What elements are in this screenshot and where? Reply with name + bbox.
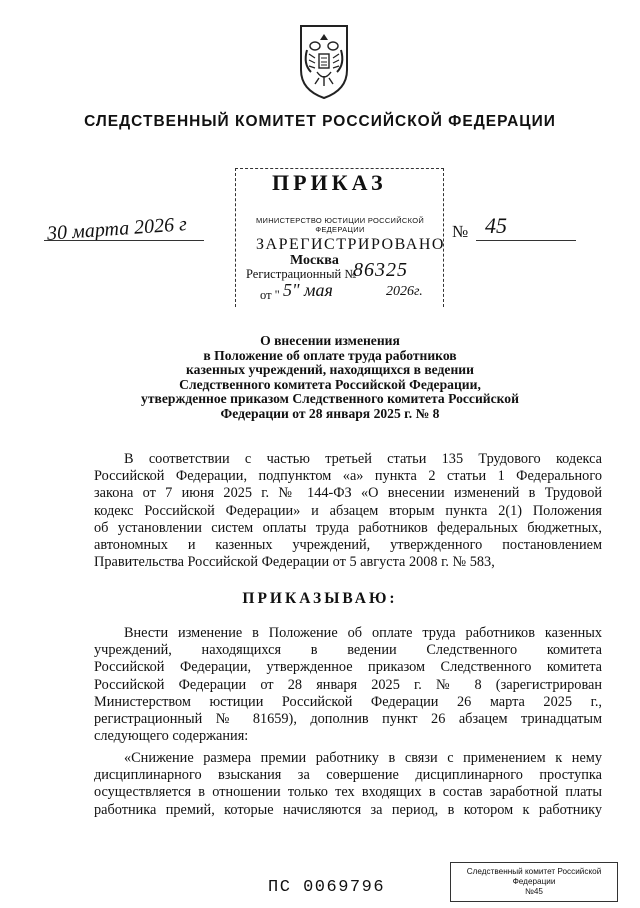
paragraph-line: осуществляется в отношении только тех входящих в состав заработной платы <box>94 784 602 801</box>
preamble-paragraph <box>94 451 602 571</box>
paragraph-line: Правительства Российской Федерации от 5 августа 2008 г. № 583, <box>94 554 495 571</box>
heading-line: казенных учреждений, находящихся в ведении <box>186 362 474 377</box>
order-date-handwritten: 30 марта 2026 г <box>46 213 188 245</box>
heading-line: утвержденное приказом Следственного комитета Российской <box>141 391 519 406</box>
stamp-from-label: от " <box>260 288 280 302</box>
stamp-registered-text: ЗАРЕГИСТРИРОВАНО <box>256 236 445 253</box>
paragraph-line: регистрационный № 81659), дополнив пункт 26 абзацем тринадцатым <box>94 711 602 728</box>
document-heading <box>110 334 550 421</box>
order-number-handwritten: 45 <box>485 213 507 238</box>
paragraph-line: Министерством юстиции Российской Федерации 26 марта 2025 г., <box>94 693 602 710</box>
stamp-regno-handwritten: 86325 <box>353 259 408 281</box>
paragraph-line: «Снижение размера премии работнику в связи с применением к нему <box>124 750 602 766</box>
date-underline <box>44 240 204 241</box>
paragraph-line: Российской Федерации, подпунктом «а» пункта 2 статьи 1 Федерального <box>94 468 602 485</box>
footer-stamp-line: Федерации <box>512 877 556 886</box>
paragraph-line: Российской Федерации от 28 января 2025 г. № 8 (зарегистрирован <box>94 676 602 693</box>
paragraph-line: дисциплинарного взыскания за совершение дисциплинарного проступка <box>94 767 602 784</box>
quoted-paragraph <box>94 750 602 819</box>
paragraph-line: об установлении систем оплаты труда работников федеральных бюджетных, <box>94 519 602 536</box>
heading-line: О внесении изменения <box>260 333 400 348</box>
paragraph-line: закона от 7 июня 2025 г. № 144-ФЗ «О внесении изменений в Трудовой <box>94 485 602 502</box>
order-word: ПРИКАЗЫВАЮ: <box>242 590 398 607</box>
coat-of-arms-emblem <box>295 20 353 100</box>
footer-stamp <box>450 862 618 902</box>
stamp-ministry-text: МИНИСТЕРСТВО ЮСТИЦИИ РОССИЙСКОЙ ФЕДЕРАЦИИ <box>255 216 425 234</box>
stamp-date-handwritten: 5" мая <box>283 280 333 300</box>
stamp-year: 2026г. <box>386 284 423 299</box>
stamp-regno-label: Регистрационный № <box>246 267 357 281</box>
stamp-city: Москва <box>290 253 339 268</box>
paragraph-line: Внести изменение в Положение об оплате труда работников казенных <box>124 625 602 641</box>
paragraph-line: Российской Федерации, утвержденное приказом Следственного комитета <box>94 659 602 676</box>
paragraph-line: В соответствии с частью третьей статьи 135 Трудового кодекса <box>124 451 602 467</box>
number-label: № <box>452 222 469 241</box>
paragraph-line: работника премий, которые начисляются за период, в котором к работнику <box>94 801 602 818</box>
footer-stamp-line: Следственный комитет Российской <box>466 867 602 876</box>
paragraph-line: автономных и казенных учреждений, утвержденного постановлением <box>94 537 602 554</box>
form-serial-number: ПС 0069796 <box>268 878 386 897</box>
paragraph-line: учреждений, находящихся в ведении Следственного комитета <box>94 642 602 659</box>
paragraph-line: кодекс Российской Федерации» и абзацем вторым пункта 2(1) Положения <box>94 502 602 519</box>
footer-stamp-line: №45 <box>525 887 543 896</box>
order-paragraph <box>94 625 602 745</box>
document-type-title: ПРИКАЗ <box>272 170 387 195</box>
organization-title: СЛЕДСТВЕННЫЙ КОМИТЕТ РОССИЙСКОЙ ФЕДЕРАЦИИ <box>84 113 556 130</box>
paragraph-line: следующего содержания: <box>94 728 249 745</box>
heading-line: Следственного комитета Российской Федерации, <box>179 376 481 392</box>
number-underline <box>476 240 576 241</box>
heading-line: Федерации от 28 января 2025 г. № 8 <box>220 405 440 421</box>
heading-line: в Положение об оплате труда работников <box>203 347 457 363</box>
